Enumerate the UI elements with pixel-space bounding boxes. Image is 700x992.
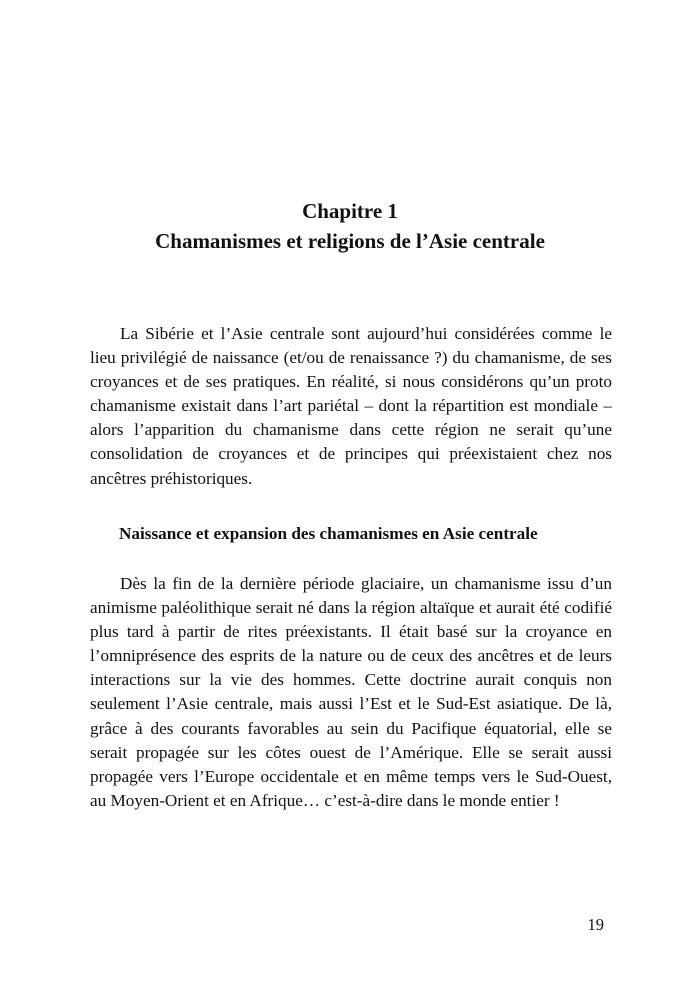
page-number: 19	[587, 915, 604, 934]
chapter-heading	[0, 196, 700, 256]
paragraph-intro: La Sibérie et l’Asie centrale sont aujourd’hui considérées comme le lieu privilégié de naissance (et/ou de renaissance ?) du chamanisme, de ses croyances et de ses pratiques. En réalité, si nous considérons qu’un proto chamanisme existait dans l’art pariétal – dont la répartition est mondiale – alors l’apparition du chamanisme dans cette région ne serait qu’une consolidation de croyances et de principes qui préexistaient chez nos ancêtres préhistoriques.	[90, 324, 612, 488]
chapter-number: Chapitre 1	[302, 199, 398, 223]
chapter-title: Chamanismes et religions de l’Asie centrale	[155, 229, 545, 253]
paragraph-expansion: Dès la fin de la dernière période glaciaire, un chamanisme issu d’un animisme paléolithique serait né dans la région altaïque et aurait été codifié plus tard à partir de rites préexistants. Il était basé sur la croyance en l’omniprésence des esprits de la nature ou de ceux des ancêtres et de leurs interactions sur la vie des hommes. Cette doctrine aurait conquis non seulement l’Asie centrale, mais aussi l’Est et le Sud-Est asiatique. De là, grâce à des courants favorables au sein du Pacifique équatorial, elle se serait propagée sur les côtes ouest de l’Amérique. Elle se serait aussi propagée vers l’Europe occidentale et en même temps vers le Sud-Ouest, au Moyen-Orient et en Afrique… c’est-à-dire dans le monde entier !	[90, 574, 612, 810]
section-heading: Naissance et expansion des chamanismes en Asie centrale	[119, 524, 538, 543]
